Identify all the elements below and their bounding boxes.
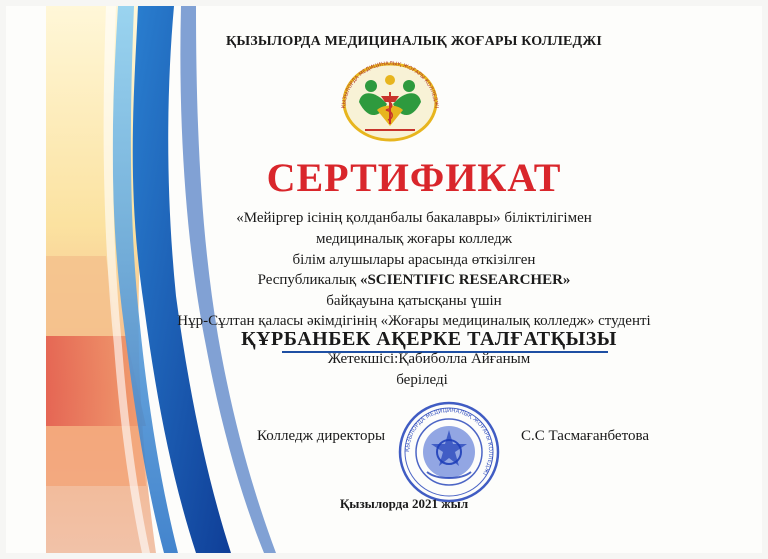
recipient-name: ҚҰРБАНБЕК АҚЕРКЕ ТАЛҒАТҚЫЗЫ [241, 328, 617, 350]
awarded-line: беріледі [396, 372, 448, 388]
certificate-title: СЕРТИФИКАТ [266, 155, 562, 200]
seal-ring-text: ҚЫЗЫЛОРДА МЕДИЦИНАЛЫҚ ЖОҒАРЫ КОЛЛЕДЖІ [404, 407, 494, 476]
contest-prefix: Республикалық [257, 272, 360, 288]
college-emblem-icon [331, 50, 449, 146]
supervisor-line: Жетекшісі:Қабиболла Айғаным [327, 351, 531, 367]
official-seal-icon [397, 400, 501, 504]
qualification-line: «Мейіргер ісінің қолданбалы бакалавры» біліктілігімен [236, 210, 592, 226]
student-affiliation-line: Нұр-Сұлтан қаласы әкімдігінің «Жоғары медициналық колледж» студенті [177, 313, 651, 329]
logo-ring-text: ҚЫЗЫЛОРДА МЕДИЦИНАЛЫҚ ЖОҒАРЫ КОЛЛЕДЖІ [341, 60, 439, 109]
certificate [6, 6, 762, 553]
participants-line: білім алушылары арасында өткізілген [292, 252, 536, 268]
participation-line: байқауына қатысқаны үшін [326, 293, 502, 309]
city-year: Қызылорда 2021 жыл [339, 496, 469, 511]
contest-name: «SCIENTIFIC RESEARCHER» [359, 272, 571, 288]
director-label: Колледж директоры [257, 428, 386, 444]
contest-line [66, 272, 762, 289]
college-name: ҚЫЗЫЛОРДА МЕДИЦИНАЛЫҚ ЖОҒАРЫ КОЛЛЕДЖІ [225, 34, 603, 49]
institution-line: медициналық жоғары колледж [316, 231, 512, 247]
director-name: С.С Тасмағанбетова [521, 428, 649, 444]
